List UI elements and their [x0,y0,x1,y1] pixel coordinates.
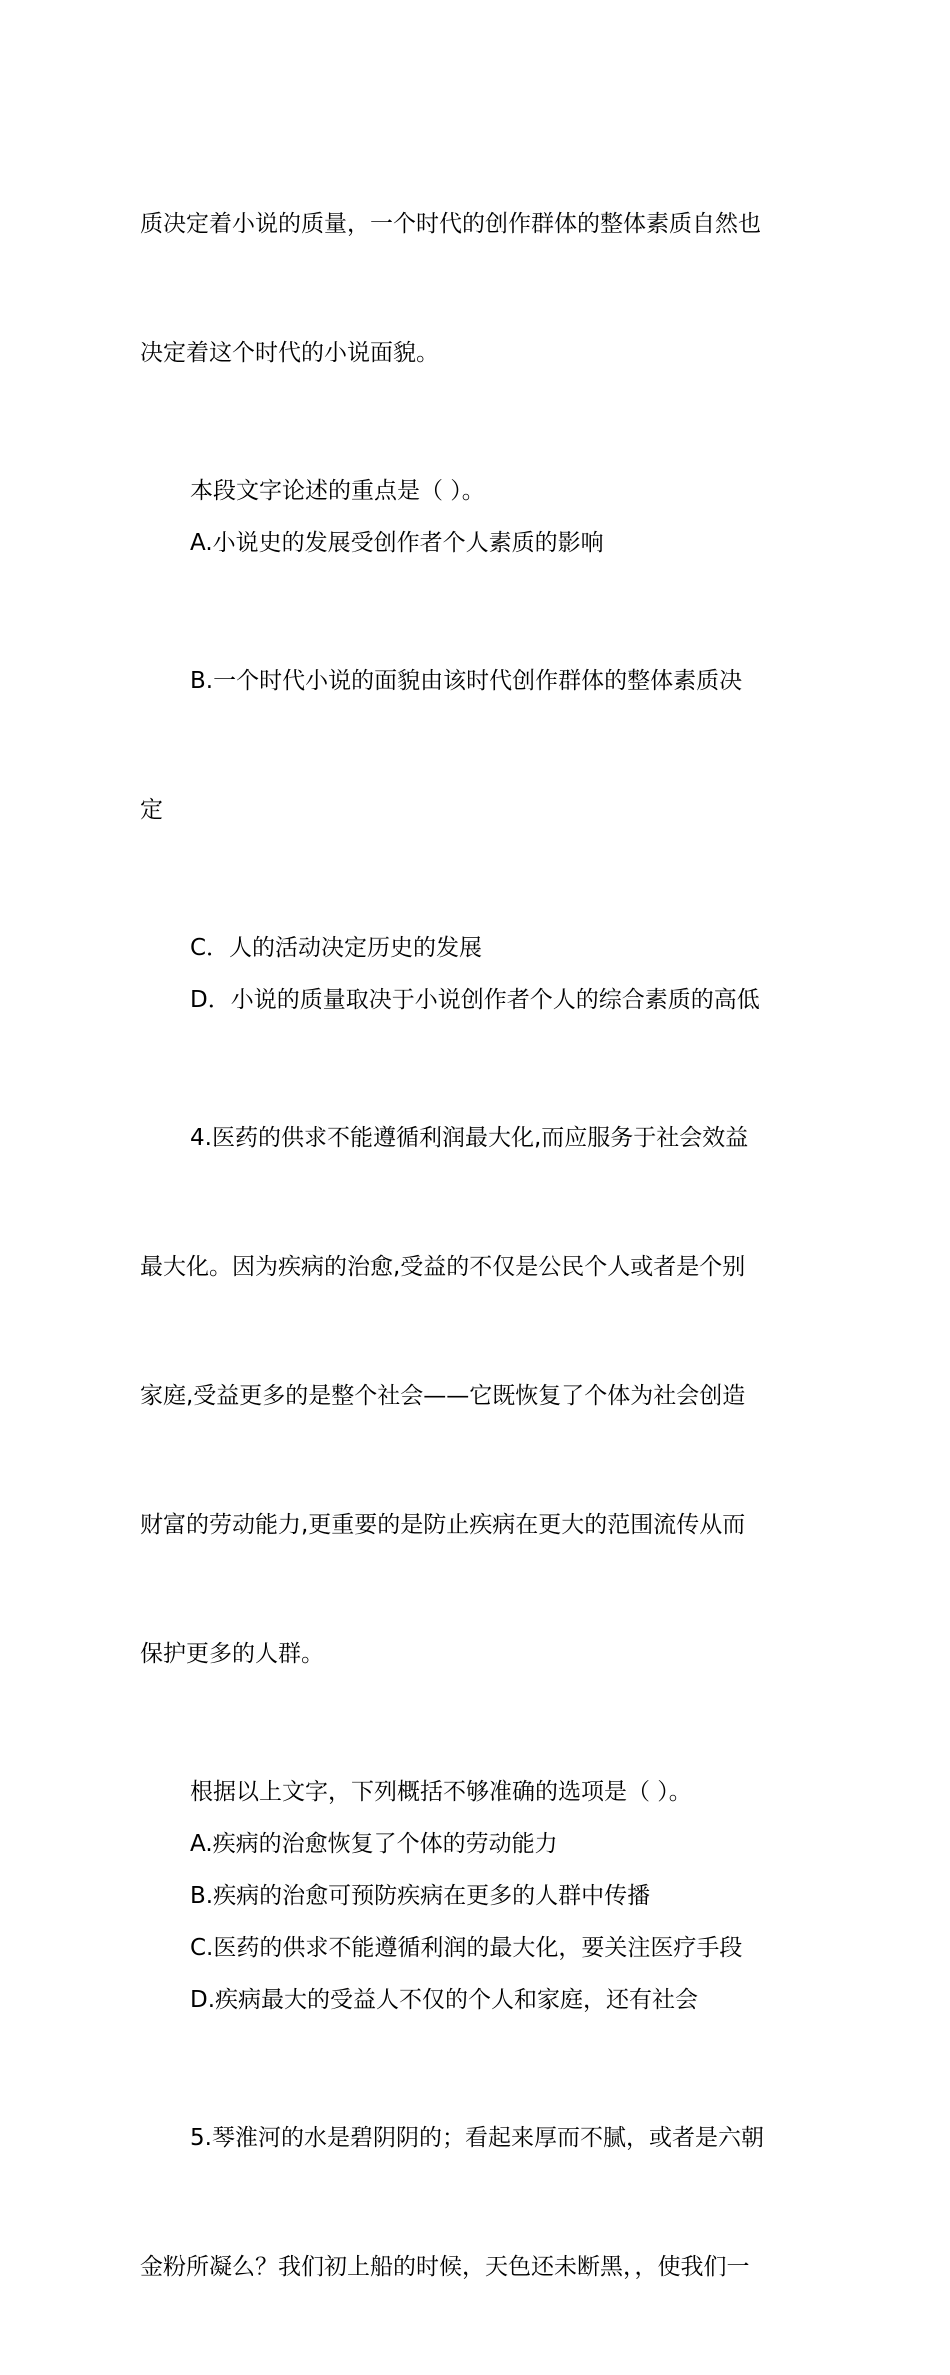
q3-option-b [140,574,812,918]
q4-option-b: B.疾病的治愈可预防疾病在更多的人群中传播 [190,1883,651,1909]
text-line: 5.琴淮河的水是碧阴阴的；看起来厚而不腻，或者是六朝 [190,2125,764,2151]
text-line: 金粉所凝么？我们初上船的时候，天色还未断黑，，使我们一 [140,2254,750,2280]
q4-question: 根据以上文字，下列概括不够准确的选项是（ ）。 [190,1779,692,1805]
q3-question: 本段文字论述的重点是（ ）。 [190,478,485,504]
text-line: 最大化。因为疾病的治愈,受益的不仅是公民个人或者是个别 [140,1254,746,1280]
text-line: 财富的劳动能力,更重要的是防止疾病在更大的范围流传从而 [140,1512,746,1538]
q4-option-c: C.医药的供求不能遵循利润的最大化，要关注医疗手段 [190,1935,743,1961]
q4-option-a: A.疾病的治愈恢复了个体的劳动能力 [190,1831,558,1857]
q5-passage [140,2031,812,2375]
text-line: B.一个时代小说的面貌由该时代创作群体的整体素质决 [190,668,743,694]
q3-option-a: A.小说史的发展受创作者个人素质的影响 [190,530,604,556]
q4-option-d: D.疾病最大的受益人不仅的个人和家庭，还有社会 [190,1987,699,2013]
text-line: 定 [140,797,163,823]
q3-passage-tail [140,117,812,461]
q4-passage [140,1031,812,1762]
text-line: 质决定着小说的质量，一个时代的创作群体的整体素质自然也 [140,211,761,237]
q3-option-c: C．人的活动决定历史的发展 [190,935,483,961]
text-line: 决定着这个时代的小说面貌。 [140,340,439,366]
document-page [140,117,812,2375]
q3-option-d: D．小说的质量取决于小说创作者个人的综合素质的高低 [190,987,760,1013]
text-line: 家庭,受益更多的是整个社会——它既恢复了个体为社会创造 [140,1383,746,1409]
text-line: 4.医药的供求不能遵循利润最大化,而应服务于社会效益 [190,1125,749,1151]
text-line: 保护更多的人群。 [140,1641,324,1667]
